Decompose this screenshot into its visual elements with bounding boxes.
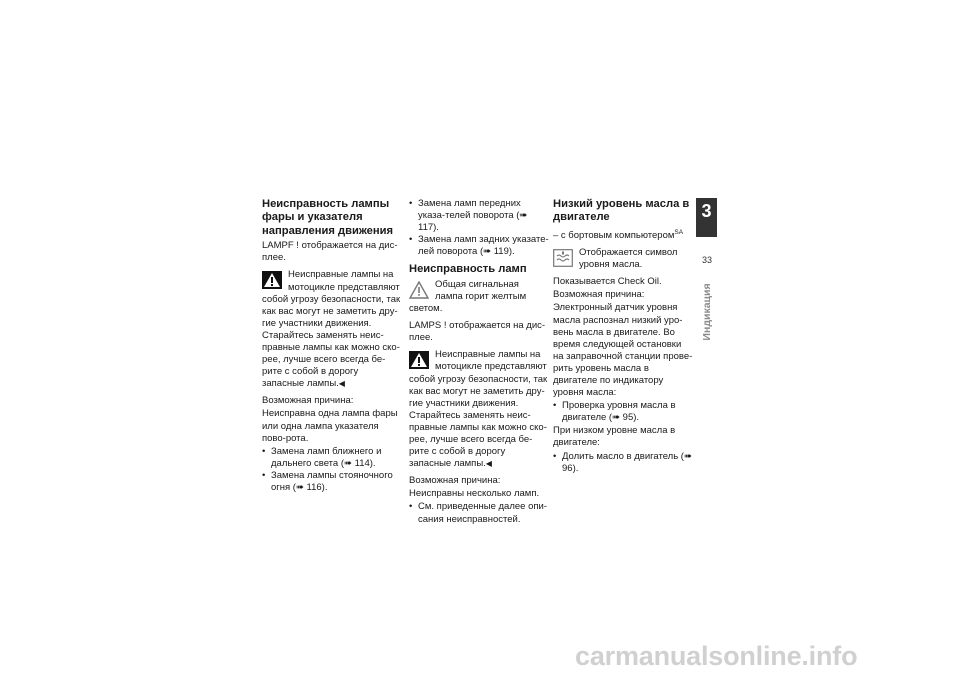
subtitle bbox=[553, 227, 693, 242]
info-triangle-icon bbox=[409, 281, 429, 299]
warning-block bbox=[262, 269, 402, 390]
bullet-list bbox=[262, 446, 402, 494]
bullet-list bbox=[409, 198, 549, 258]
warning-text: Неисправные лампы на мотоцикле представляют собой угрозу безопасности, так как вас могут не заметить дру-гие участники движения. Старайтесь заменять неис-правные лампы как можно ско-рее, лучше всего всегда бе-рите с собой в дорогу запасные лампы. bbox=[409, 349, 548, 470]
check-oil-text: Показывается Check Oil. bbox=[553, 276, 662, 288]
warning-text: Неисправные лампы на мотоцикле представляют собой угрозу безопасности, так как вас могут не заметить дру-гие участники движения. Старайтесь заменять неис-правные лампы как можно ско-рее, лучше всего всегда бе-рите с собой в дорогу запасные лампы. bbox=[262, 269, 401, 390]
info-block bbox=[409, 279, 549, 315]
chapter-tab bbox=[696, 198, 717, 237]
column-2 bbox=[409, 198, 549, 531]
end-mark-icon: ◀ bbox=[338, 379, 345, 389]
bullet-list bbox=[409, 501, 549, 525]
chapter-number: 3 bbox=[701, 201, 712, 221]
section-title-vertical: Индикация bbox=[701, 283, 713, 341]
end-mark-icon: ◀ bbox=[485, 459, 492, 469]
cause-label: Возможная причина: bbox=[409, 475, 501, 487]
oil-level-icon bbox=[553, 249, 573, 267]
oil-symbol-block bbox=[553, 247, 693, 271]
heading-lamps-fault: Неисправность ламп bbox=[409, 263, 527, 276]
sa-marker: SA bbox=[674, 228, 684, 236]
cause-text: Неисправны несколько ламп. bbox=[409, 488, 540, 500]
watermark: carmanualsonline.info bbox=[575, 641, 858, 671]
oil-symbol-text: Отображается символ уровня масла. bbox=[579, 247, 678, 271]
warning-triangle-icon bbox=[262, 271, 282, 289]
cause-text: Неисправна одна лампа фары или одна лампа указателя пово-рота. bbox=[262, 408, 398, 444]
list-item: • Замена лампы стояночного огня (➠ 116). bbox=[262, 470, 402, 494]
bullet-list bbox=[553, 400, 693, 424]
list-item: • Замена ламп передних указа-телей поворота (➠ 117). bbox=[409, 198, 549, 234]
bullet-list bbox=[553, 451, 693, 475]
list-item: • Замена ламп ближнего и дальнего света (➠ 114). bbox=[262, 446, 402, 470]
cause-label: Возможная причина: bbox=[553, 289, 645, 301]
list-item: • См. приведенные далее опи-сания неисправностей. bbox=[409, 501, 549, 525]
lamps-display-text: LAMPS ! отображается на дис-плее. bbox=[409, 320, 546, 344]
list-item: • Долить масло в двигатель (➠ 96). bbox=[553, 451, 693, 475]
cause-text: Электронный датчик уровня масла распознал низкий уро-вень масла в двигателе. Во время следующей остановки на заправочной станции прове-рить уровень масла в двигателе по индикатору уровня масла: bbox=[553, 302, 693, 399]
column-3 bbox=[553, 198, 693, 480]
column-1 bbox=[262, 198, 402, 499]
info-text: Общая сигнальная лампа горит желтым светом. bbox=[409, 278, 527, 315]
list-item: • Проверка уровня масла в двигателе (➠ 95). bbox=[553, 400, 693, 424]
heading-low-oil: Низкий уровень масла в двигателе bbox=[553, 198, 690, 224]
low-level-text: При низком уровне масла в двигателе: bbox=[553, 425, 676, 449]
warning-block bbox=[409, 349, 549, 470]
list-item: • Замена ламп задних указате-лей поворота (➠ 119). bbox=[409, 234, 549, 258]
heading-lamp-fault: Неисправность лампы фары и указателя направления движения bbox=[262, 198, 393, 237]
cause-label: Возможная причина: bbox=[262, 395, 354, 407]
subtitle-text: – с бортовым компьютером bbox=[553, 229, 675, 241]
page-number: 33 bbox=[701, 255, 712, 265]
lampf-display-text: LAMPF ! отображается на дис-плее. bbox=[262, 240, 398, 264]
warning-triangle-icon bbox=[409, 351, 429, 369]
